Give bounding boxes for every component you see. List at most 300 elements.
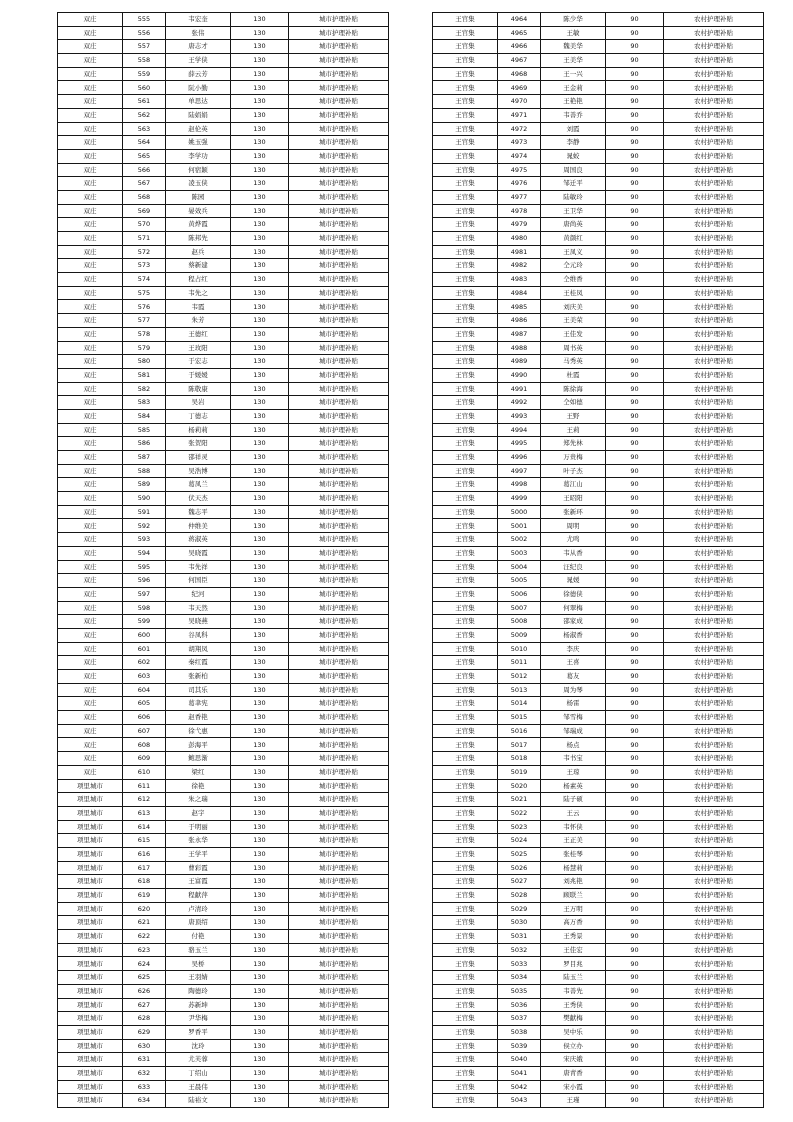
serial-cell: 5039 — [498, 1039, 541, 1053]
amount-cell: 90 — [606, 998, 664, 1012]
table-row — [58, 1080, 389, 1094]
subsidy-type-cell: 城市护理补贴 — [289, 820, 389, 834]
serial-cell: 5040 — [498, 1053, 541, 1067]
name-cell: 王瑾 — [541, 1094, 606, 1108]
serial-cell: 610 — [123, 765, 166, 779]
subsidy-type-cell: 农村护理补贴 — [664, 409, 764, 423]
district-cell: 双庄 — [58, 163, 123, 177]
amount-cell: 90 — [606, 218, 664, 232]
amount-cell: 90 — [606, 122, 664, 136]
amount-cell: 130 — [231, 916, 289, 930]
urban-subsidy-table-body — [58, 13, 389, 1108]
subsidy-type-cell: 农村护理补贴 — [664, 451, 764, 465]
table-row — [58, 943, 389, 957]
table-row — [433, 1053, 764, 1067]
table-row — [58, 628, 389, 642]
table-row — [433, 943, 764, 957]
table-row — [433, 1066, 764, 1080]
serial-cell: 5023 — [498, 820, 541, 834]
name-cell: 黄烨霞 — [166, 218, 231, 232]
name-cell: 邹迁平 — [541, 177, 606, 191]
amount-cell: 130 — [231, 738, 289, 752]
district-cell: 双庄 — [58, 752, 123, 766]
amount-cell: 130 — [231, 478, 289, 492]
serial-cell: 578 — [123, 327, 166, 341]
district-cell: 王官集 — [433, 341, 498, 355]
subsidy-type-cell: 农村护理补贴 — [664, 943, 764, 957]
table-row — [58, 875, 389, 889]
table-row — [58, 1012, 389, 1026]
table-row — [58, 533, 389, 547]
table-row — [433, 806, 764, 820]
table-row — [58, 861, 389, 875]
amount-cell: 90 — [606, 806, 664, 820]
table-row — [433, 204, 764, 218]
amount-cell: 130 — [231, 587, 289, 601]
amount-cell: 90 — [606, 300, 664, 314]
name-cell: 张伟 — [166, 26, 231, 40]
district-cell: 王官集 — [433, 1039, 498, 1053]
name-cell: 王琼 — [541, 765, 606, 779]
table-row — [433, 245, 764, 259]
name-cell: 樊献梅 — [541, 1012, 606, 1026]
subsidy-type-cell: 农村护理补贴 — [664, 286, 764, 300]
district-cell: 王官集 — [433, 423, 498, 437]
district-cell: 王官集 — [433, 861, 498, 875]
subsidy-type-cell: 农村护理补贴 — [664, 314, 764, 328]
subsidy-type-cell: 农村护理补贴 — [664, 149, 764, 163]
serial-cell: 562 — [123, 108, 166, 122]
district-cell: 王官集 — [433, 765, 498, 779]
district-cell: 王官集 — [433, 670, 498, 684]
amount-cell: 130 — [231, 368, 289, 382]
serial-cell: 633 — [123, 1080, 166, 1094]
subsidy-type-cell: 城市护理补贴 — [289, 1053, 389, 1067]
subsidy-type-cell: 城市护理补贴 — [289, 464, 389, 478]
table-row — [58, 409, 389, 423]
amount-cell: 130 — [231, 300, 289, 314]
subsidy-type-cell: 城市护理补贴 — [289, 95, 389, 109]
district-cell: 王官集 — [433, 984, 498, 998]
amount-cell: 130 — [231, 711, 289, 725]
serial-cell: 567 — [123, 177, 166, 191]
serial-cell: 5007 — [498, 601, 541, 615]
table-row — [433, 492, 764, 506]
subsidy-type-cell: 城市护理补贴 — [289, 615, 389, 629]
district-cell: 王官集 — [433, 601, 498, 615]
district-cell: 双庄 — [58, 67, 123, 81]
name-cell: 王美华 — [541, 54, 606, 68]
amount-cell: 90 — [606, 697, 664, 711]
amount-cell: 90 — [606, 423, 664, 437]
subsidy-type-cell: 城市护理补贴 — [289, 670, 389, 684]
table-row — [58, 478, 389, 492]
subsidy-type-cell: 城市护理补贴 — [289, 437, 389, 451]
name-cell: 卢清玲 — [166, 902, 231, 916]
district-cell: 王官集 — [433, 492, 498, 506]
subsidy-type-cell: 农村护理补贴 — [664, 95, 764, 109]
serial-cell: 589 — [123, 478, 166, 492]
table-row — [433, 300, 764, 314]
name-cell: 朱之瑞 — [166, 793, 231, 807]
table-row — [433, 601, 764, 615]
subsidy-type-cell: 农村护理补贴 — [664, 1039, 764, 1053]
subsidy-type-cell: 城市护理补贴 — [289, 875, 389, 889]
serial-cell: 570 — [123, 218, 166, 232]
name-cell: 韦先祥 — [166, 560, 231, 574]
table-row — [433, 314, 764, 328]
name-cell: 王卫华 — [541, 204, 606, 218]
name-cell: 王昭阳 — [541, 492, 606, 506]
table-row — [58, 615, 389, 629]
subsidy-type-cell: 城市护理补贴 — [289, 861, 389, 875]
name-cell: 王莉 — [541, 423, 606, 437]
subsidy-type-cell: 城市护理补贴 — [289, 902, 389, 916]
amount-cell: 130 — [231, 724, 289, 738]
subsidy-type-cell: 农村护理补贴 — [664, 670, 764, 684]
name-cell: 阮小勤 — [166, 81, 231, 95]
table-row — [433, 847, 764, 861]
serial-cell: 616 — [123, 847, 166, 861]
amount-cell: 90 — [606, 163, 664, 177]
amount-cell: 90 — [606, 451, 664, 465]
subsidy-type-cell: 农村护理补贴 — [664, 752, 764, 766]
amount-cell: 130 — [231, 820, 289, 834]
subsidy-type-cell: 城市护理补贴 — [289, 232, 389, 246]
serial-cell: 5037 — [498, 1012, 541, 1026]
table-row — [58, 546, 389, 560]
amount-cell: 90 — [606, 136, 664, 150]
district-cell: 双庄 — [58, 423, 123, 437]
amount-cell: 90 — [606, 478, 664, 492]
subsidy-type-cell: 农村护理补贴 — [664, 136, 764, 150]
table-row — [433, 505, 764, 519]
amount-cell: 90 — [606, 1025, 664, 1039]
serial-cell: 594 — [123, 546, 166, 560]
serial-cell: 620 — [123, 902, 166, 916]
district-cell: 双庄 — [58, 464, 123, 478]
subsidy-type-cell: 城市护理补贴 — [289, 273, 389, 287]
table-row — [433, 423, 764, 437]
district-cell: 王官集 — [433, 738, 498, 752]
serial-cell: 4966 — [498, 40, 541, 54]
subsidy-type-cell: 城市护理补贴 — [289, 314, 389, 328]
subsidy-type-cell: 农村护理补贴 — [664, 26, 764, 40]
amount-cell: 130 — [231, 656, 289, 670]
serial-cell: 5036 — [498, 998, 541, 1012]
serial-cell: 4985 — [498, 300, 541, 314]
table-row — [58, 245, 389, 259]
subsidy-type-cell: 农村护理补贴 — [664, 1066, 764, 1080]
amount-cell: 90 — [606, 834, 664, 848]
district-cell: 王官集 — [433, 847, 498, 861]
serial-cell: 605 — [123, 697, 166, 711]
amount-cell: 90 — [606, 683, 664, 697]
name-cell: 杨慧莉 — [541, 861, 606, 875]
subsidy-type-cell: 农村护理补贴 — [664, 628, 764, 642]
name-cell: 尤芙蓉 — [166, 1053, 231, 1067]
name-cell: 王凤义 — [541, 245, 606, 259]
subsidy-type-cell: 城市护理补贴 — [289, 382, 389, 396]
amount-cell: 90 — [606, 984, 664, 998]
subsidy-type-cell: 农村护理补贴 — [664, 642, 764, 656]
name-cell: 单思达 — [166, 95, 231, 109]
table-row — [433, 54, 764, 68]
name-cell: 晁媛 — [541, 574, 606, 588]
serial-cell: 5001 — [498, 519, 541, 533]
serial-cell: 571 — [123, 232, 166, 246]
district-cell: 王官集 — [433, 204, 498, 218]
district-cell: 王官集 — [433, 190, 498, 204]
district-cell: 项里城市 — [58, 916, 123, 930]
district-cell: 双庄 — [58, 587, 123, 601]
serial-cell: 5005 — [498, 574, 541, 588]
name-cell: 王敏 — [541, 26, 606, 40]
serial-cell: 5000 — [498, 505, 541, 519]
name-cell: 韦宏奎 — [166, 13, 231, 27]
subsidy-type-cell: 农村护理补贴 — [664, 245, 764, 259]
amount-cell: 90 — [606, 232, 664, 246]
serial-cell: 4980 — [498, 232, 541, 246]
subsidy-type-cell: 城市护理补贴 — [289, 752, 389, 766]
subsidy-type-cell: 城市护理补贴 — [289, 505, 389, 519]
district-cell: 王官集 — [433, 396, 498, 410]
amount-cell: 130 — [231, 957, 289, 971]
serial-cell: 5042 — [498, 1080, 541, 1094]
serial-cell: 581 — [123, 368, 166, 382]
name-cell: 尤鸣 — [541, 533, 606, 547]
serial-cell: 588 — [123, 464, 166, 478]
district-cell: 项里城市 — [58, 875, 123, 889]
name-cell: 曹彩霞 — [166, 861, 231, 875]
table-row — [58, 286, 389, 300]
district-cell: 王官集 — [433, 327, 498, 341]
table-row — [58, 601, 389, 615]
district-cell: 双庄 — [58, 492, 123, 506]
serial-cell: 630 — [123, 1039, 166, 1053]
subsidy-type-cell: 农村护理补贴 — [664, 875, 764, 889]
subsidy-type-cell: 农村护理补贴 — [664, 492, 764, 506]
amount-cell: 130 — [231, 81, 289, 95]
district-cell: 王官集 — [433, 752, 498, 766]
district-cell: 双庄 — [58, 95, 123, 109]
serial-cell: 590 — [123, 492, 166, 506]
table-row — [433, 656, 764, 670]
subsidy-type-cell: 城市护理补贴 — [289, 560, 389, 574]
district-cell: 王官集 — [433, 505, 498, 519]
serial-cell: 582 — [123, 382, 166, 396]
name-cell: 凌玉侠 — [166, 177, 231, 191]
district-cell: 王官集 — [433, 930, 498, 944]
subsidy-type-cell: 农村护理补贴 — [664, 1025, 764, 1039]
district-cell: 王官集 — [433, 163, 498, 177]
table-row — [58, 765, 389, 779]
district-cell: 双庄 — [58, 560, 123, 574]
amount-cell: 90 — [606, 930, 664, 944]
amount-cell: 130 — [231, 1039, 289, 1053]
table-row — [58, 793, 389, 807]
district-cell: 王官集 — [433, 943, 498, 957]
district-cell: 双庄 — [58, 478, 123, 492]
urban-subsidy-table — [57, 12, 389, 1108]
name-cell: 王秀侠 — [541, 998, 606, 1012]
amount-cell: 130 — [231, 889, 289, 903]
district-cell: 王官集 — [433, 902, 498, 916]
name-cell: 于宏志 — [166, 355, 231, 369]
amount-cell: 130 — [231, 615, 289, 629]
serial-cell: 5021 — [498, 793, 541, 807]
table-row — [433, 437, 764, 451]
subsidy-type-cell: 城市护理补贴 — [289, 697, 389, 711]
table-row — [433, 409, 764, 423]
district-cell: 双庄 — [58, 40, 123, 54]
table-row — [433, 875, 764, 889]
subsidy-type-cell: 农村护理补贴 — [664, 656, 764, 670]
district-cell: 王官集 — [433, 108, 498, 122]
subsidy-type-cell: 城市护理补贴 — [289, 1012, 389, 1026]
name-cell: 吴中乐 — [541, 1025, 606, 1039]
table-row — [433, 793, 764, 807]
serial-cell: 5031 — [498, 930, 541, 944]
amount-cell: 90 — [606, 259, 664, 273]
amount-cell: 90 — [606, 724, 664, 738]
district-cell: 双庄 — [58, 437, 123, 451]
district-cell: 王官集 — [433, 683, 498, 697]
subsidy-type-cell: 农村护理补贴 — [664, 163, 764, 177]
district-cell: 王官集 — [433, 95, 498, 109]
table-row — [433, 95, 764, 109]
subsidy-type-cell: 农村护理补贴 — [664, 81, 764, 95]
serial-cell: 575 — [123, 286, 166, 300]
name-cell: 王学平 — [166, 847, 231, 861]
subsidy-type-cell: 农村护理补贴 — [664, 574, 764, 588]
amount-cell: 130 — [231, 54, 289, 68]
table-row — [433, 546, 764, 560]
district-cell: 项里城市 — [58, 847, 123, 861]
subsidy-type-cell: 城市护理补贴 — [289, 834, 389, 848]
serial-cell: 5043 — [498, 1094, 541, 1108]
subsidy-type-cell: 城市护理补贴 — [289, 642, 389, 656]
amount-cell: 90 — [606, 574, 664, 588]
district-cell: 王官集 — [433, 656, 498, 670]
subsidy-type-cell: 城市护理补贴 — [289, 26, 389, 40]
serial-cell: 4997 — [498, 464, 541, 478]
name-cell: 沈玲 — [166, 1039, 231, 1053]
serial-cell: 4972 — [498, 122, 541, 136]
serial-cell: 5034 — [498, 971, 541, 985]
table-row — [433, 820, 764, 834]
district-cell: 项里城市 — [58, 984, 123, 998]
district-cell: 双庄 — [58, 149, 123, 163]
table-row — [58, 779, 389, 793]
table-row — [58, 81, 389, 95]
table-row — [58, 54, 389, 68]
table-row — [58, 177, 389, 191]
amount-cell: 130 — [231, 95, 289, 109]
table-row — [58, 1066, 389, 1080]
district-cell: 王官集 — [433, 820, 498, 834]
name-cell: 侯立办 — [541, 1039, 606, 1053]
serial-cell: 5022 — [498, 806, 541, 820]
amount-cell: 130 — [231, 683, 289, 697]
table-row — [58, 656, 389, 670]
table-row — [433, 286, 764, 300]
table-row — [58, 26, 389, 40]
table-row — [58, 355, 389, 369]
subsidy-type-cell: 城市护理补贴 — [289, 943, 389, 957]
district-cell: 项里城市 — [58, 1080, 123, 1094]
serial-cell: 4986 — [498, 314, 541, 328]
serial-cell: 4976 — [498, 177, 541, 191]
serial-cell: 559 — [123, 67, 166, 81]
name-cell: 周国良 — [541, 163, 606, 177]
table-row — [58, 163, 389, 177]
table-row — [433, 642, 764, 656]
amount-cell: 90 — [606, 656, 664, 670]
table-row — [433, 1039, 764, 1053]
amount-cell: 90 — [606, 765, 664, 779]
serial-cell: 4988 — [498, 341, 541, 355]
district-cell: 王官集 — [433, 697, 498, 711]
subsidy-type-cell: 城市护理补贴 — [289, 971, 389, 985]
table-row — [433, 711, 764, 725]
name-cell: 张新柏 — [166, 670, 231, 684]
amount-cell: 130 — [231, 149, 289, 163]
district-cell: 王官集 — [433, 437, 498, 451]
serial-cell: 5028 — [498, 889, 541, 903]
amount-cell: 130 — [231, 806, 289, 820]
district-cell: 双庄 — [58, 601, 123, 615]
table-row — [58, 806, 389, 820]
subsidy-type-cell: 农村护理补贴 — [664, 779, 764, 793]
table-row — [433, 273, 764, 287]
district-cell: 王官集 — [433, 519, 498, 533]
serial-cell: 617 — [123, 861, 166, 875]
serial-cell: 622 — [123, 930, 166, 944]
table-row — [433, 560, 764, 574]
name-cell: 王秀景 — [541, 930, 606, 944]
name-cell: 赵宇 — [166, 806, 231, 820]
subsidy-type-cell: 农村护理补贴 — [664, 519, 764, 533]
name-cell: 于媛媛 — [166, 368, 231, 382]
serial-cell: 607 — [123, 724, 166, 738]
table-row — [58, 382, 389, 396]
name-cell: 周为琴 — [541, 683, 606, 697]
subsidy-type-cell: 城市护理补贴 — [289, 13, 389, 27]
amount-cell: 90 — [606, 587, 664, 601]
district-cell: 双庄 — [58, 122, 123, 136]
subsidy-type-cell: 农村护理补贴 — [664, 478, 764, 492]
table-row — [58, 273, 389, 287]
district-cell: 王官集 — [433, 464, 498, 478]
amount-cell: 90 — [606, 26, 664, 40]
subsidy-type-cell: 农村护理补贴 — [664, 806, 764, 820]
amount-cell: 90 — [606, 861, 664, 875]
district-cell: 王官集 — [433, 889, 498, 903]
serial-cell: 591 — [123, 505, 166, 519]
subsidy-type-cell: 城市护理补贴 — [289, 492, 389, 506]
serial-cell: 4970 — [498, 95, 541, 109]
amount-cell: 130 — [231, 984, 289, 998]
subsidy-type-cell: 城市护理补贴 — [289, 546, 389, 560]
table-row — [433, 683, 764, 697]
name-cell: 万贵梅 — [541, 451, 606, 465]
table-row — [58, 423, 389, 437]
amount-cell: 90 — [606, 916, 664, 930]
district-cell: 双庄 — [58, 738, 123, 752]
serial-cell: 585 — [123, 423, 166, 437]
amount-cell: 130 — [231, 505, 289, 519]
